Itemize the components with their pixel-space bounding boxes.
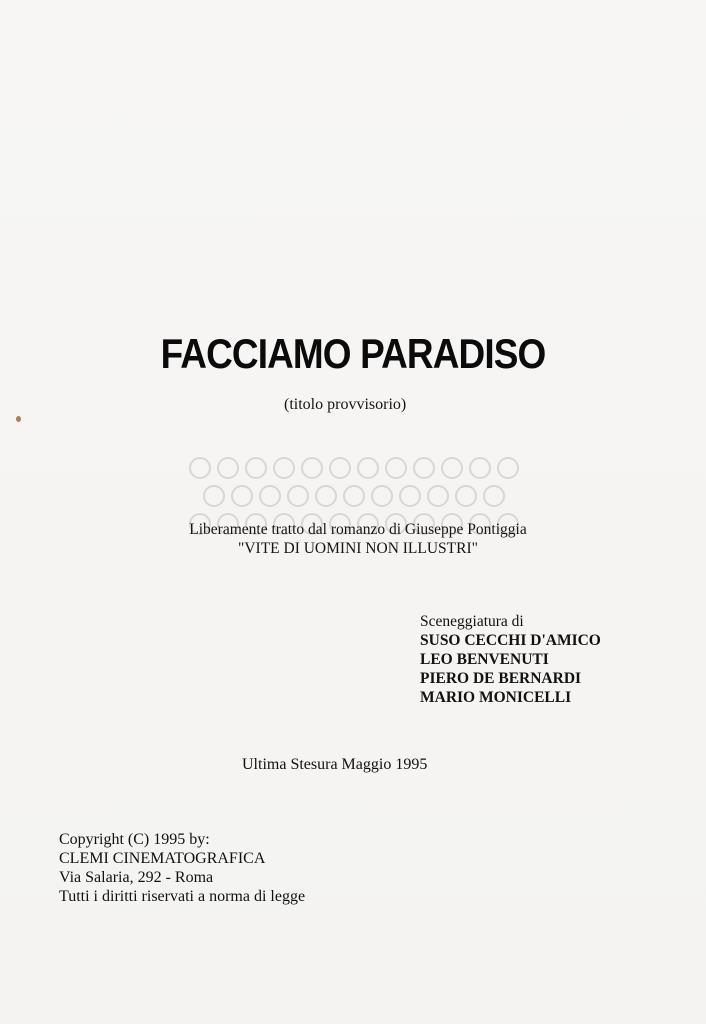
writer-name: MARIO MONICELLI [420, 689, 572, 706]
source-credit-line: Liberamente tratto dal romanzo di Giuseppe Pontiggia [189, 521, 527, 538]
source-novel-title: "VITE DI UOMINI NON ILLUSTRI" [238, 540, 478, 557]
screenplay-label: Sceneggiatura di [420, 613, 524, 630]
screenplay-credits [420, 612, 601, 707]
copyright-line: Copyright (C) 1995 by: [59, 831, 210, 848]
company-name: CLEMI CINEMATOGRAFICA [59, 850, 266, 867]
writer-name: LEO BENVENUTI [420, 651, 549, 668]
document-title: FACCIAMO PARADISO [160, 330, 546, 377]
company-address: Via Salaria, 292 - Roma [59, 869, 214, 886]
writer-name: SUSO CECCHI D'AMICO [420, 632, 601, 649]
copyright-block [59, 830, 305, 906]
draft-date: Ultima Stesura Maggio 1995 [242, 756, 428, 773]
document-subtitle: (titolo provvisorio) [284, 396, 407, 413]
writer-name: PIERO DE BERNARDI [420, 670, 582, 687]
source-credit [138, 520, 578, 558]
paper-mark [16, 416, 21, 422]
rights-notice: Tutti i diritti riservati a norma di legge [59, 888, 306, 905]
